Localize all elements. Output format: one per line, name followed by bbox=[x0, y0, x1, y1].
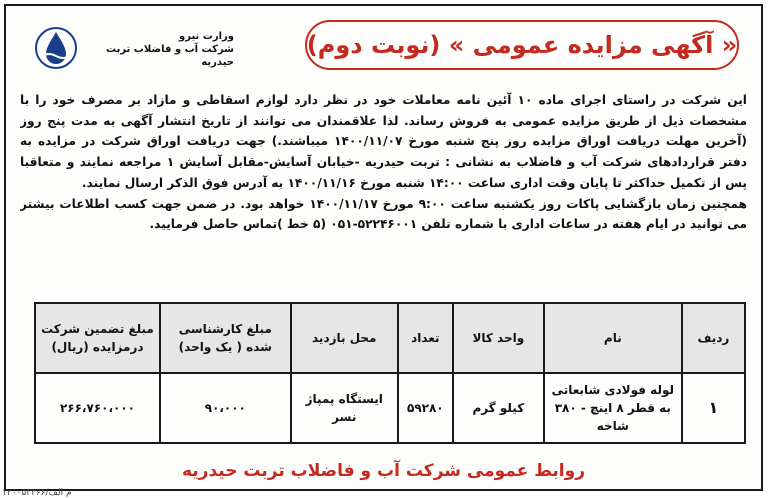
cell-unit: کیلو گرم bbox=[453, 373, 544, 443]
org-name bbox=[84, 30, 234, 69]
org-ministry: وزارت نیرو bbox=[179, 31, 234, 42]
col-header-deposit: مبلغ تضمین شرکت درمزایده (ریال) bbox=[35, 303, 160, 373]
ad-title: « آگهی مزایده عمومی » (نوبت دوم) bbox=[306, 31, 738, 59]
title-box bbox=[305, 20, 739, 70]
col-header-qty: تعداد bbox=[398, 303, 453, 373]
col-header-row: ردیف bbox=[682, 303, 745, 373]
items-table bbox=[34, 302, 746, 444]
org-company: شرکت آب و فاضلاب تربت حیدریه bbox=[106, 44, 234, 68]
ad-frame bbox=[4, 4, 763, 491]
cell-site: ایستگاه پمپاژ نسر bbox=[291, 373, 398, 443]
cell-name: لوله فولادی شابعاتی به قطر ۸ اینچ - ۳۸۰ شاخه bbox=[544, 373, 682, 443]
cell-deposit: ۲۶۶،۷۶۰،۰۰۰ bbox=[35, 373, 160, 443]
col-header-estimate: مبلغ کارشناسی شده ( یک واحد) bbox=[160, 303, 291, 373]
cell-row: ۱ bbox=[682, 373, 745, 443]
cell-estimate: ۹۰،۰۰۰ bbox=[160, 373, 291, 443]
table-header-row bbox=[35, 303, 745, 373]
ad-body bbox=[20, 90, 747, 298]
col-header-name: نام bbox=[544, 303, 682, 373]
table-row bbox=[35, 373, 745, 443]
cell-qty: ۵۹۲۸۰ bbox=[398, 373, 453, 443]
body-paragraph-2: همچنین زمان بازگشایی پاکات روز یکشنبه ساعت ۹:۰۰ مورخ ۱۴۰۰/۱۱/۱۷ خواهد بود. در ضمن جهت کسب اطلاعات بیشتر می توانید در ایام هفته در ساعات اداری با شماره تلفن ۵۲۲۴۶۰۰۱-۰۵۱ (۵ خط )تماس حاصل فرمایید. bbox=[20, 196, 747, 232]
col-header-unit: واحد کالا bbox=[453, 303, 544, 373]
water-drop-logo-icon bbox=[34, 26, 78, 70]
org-logo bbox=[28, 20, 234, 80]
reference-number: ۱۲۰۰۵۳۳۶۶/م الف bbox=[2, 488, 72, 498]
col-header-site: محل بازدید bbox=[291, 303, 398, 373]
ad-header bbox=[6, 6, 761, 94]
ad-footer: روابط عمومی شرکت آب و فاضلاب تربت حیدریه bbox=[181, 461, 585, 481]
body-paragraph-1: این شرکت در راستای اجرای ماده ۱۰ آئین نامه معاملات خود در نظر دارد لوازم اسقاطی و مازاد بر مصرف خود را با مشخصات ذیل از طریق مزایده عمومی به فروش رساند. لذا علاقمندان می توانند از تاریخ انتشار آگهی به مدت پنج روز (آخرین مهلت دریافت اوراق مزایده روز پنج شنبه مورخ ۱۴۰۰/۱۱/۰۷ میباشند.) جهت دریافت اوراق شرکت در مزایده به دفتر قراردادهای شرکت آب و فاضلاب به نشانی : تربت حیدریه -خیابان آسایش-مقابل آسایش ۱ مراجعه نمایند و متعاقبا پس از تکمیل حداکثر تا پایان وقت اداری ساعت ۱۴:۰۰ شنبه مورخ ۱۴۰۰/۱۱/۱۶ به آدرس فوق الذکر ارسال نمایند. bbox=[20, 93, 747, 190]
